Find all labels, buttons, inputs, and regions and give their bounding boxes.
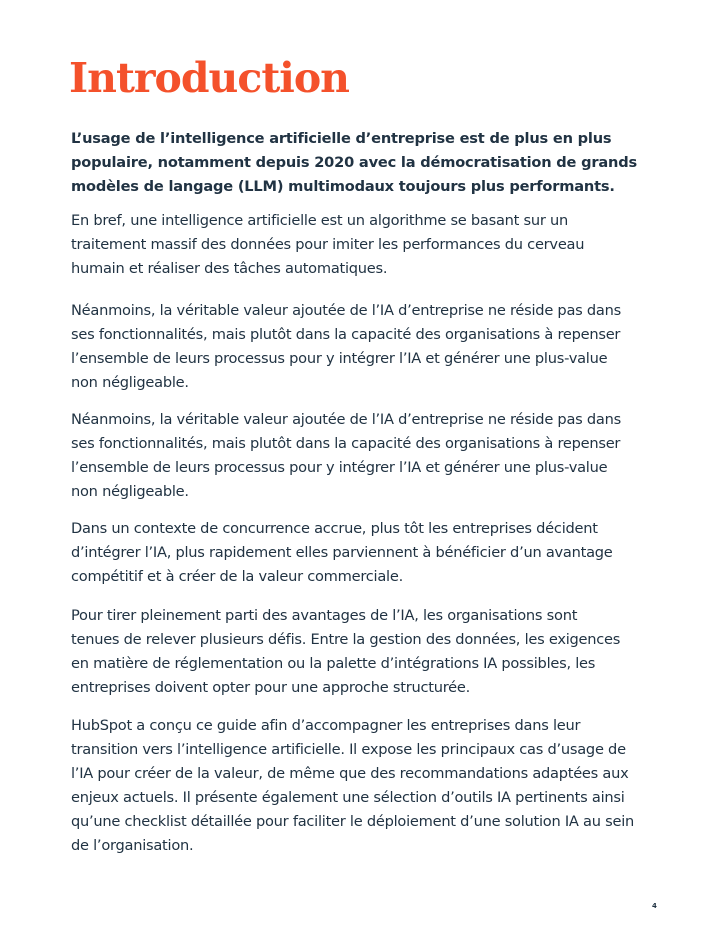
body-paragraph <box>71 517 613 589</box>
text-line: populaire, notamment depuis 2020 avec la démocratisation de grands <box>71 154 637 171</box>
body-paragraph <box>71 604 620 700</box>
text-line: Pour tirer pleinement parti des avantages de l’IA, les organisations sont <box>71 607 578 624</box>
body-paragraph <box>71 408 621 504</box>
body-paragraph <box>71 299 621 395</box>
text-line: non négligeable. <box>71 483 189 500</box>
text-line: modèles de langage (LLM) multimodaux toujours plus performants. <box>71 178 615 195</box>
text-line: entreprises doivent opter pour une approche structurée. <box>71 679 471 696</box>
text-line: d’intégrer l’IA, plus rapidement elles parviennent à bénéficier d’un avantage <box>71 544 613 561</box>
page-number: 4 <box>652 902 657 910</box>
body-paragraph <box>71 714 634 858</box>
text-line: humain et réaliser des tâches automatiques. <box>71 260 388 277</box>
text-line: l’IA pour créer de la valeur, de même que des recommandations adaptées aux <box>71 765 629 782</box>
text-line: l’ensemble de leurs processus pour y intégrer l’IA et générer une plus-value <box>71 459 608 476</box>
text-line: En bref, une intelligence artificielle est un algorithme se basant sur un <box>71 212 569 229</box>
text-line: l’ensemble de leurs processus pour y intégrer l’IA et générer une plus-value <box>71 350 608 367</box>
text-line: enjeux actuels. Il présente également une sélection d’outils IA pertinents ainsi <box>71 789 625 806</box>
text-line: de l’organisation. <box>71 837 194 854</box>
text-line: ses fonctionnalités, mais plutôt dans la capacité des organisations à repenser <box>71 326 621 343</box>
text-line: Dans un contexte de concurrence accrue, plus tôt les entreprises décident <box>71 520 598 537</box>
text-line: Néanmoins, la véritable valeur ajoutée de l’IA d’entreprise ne réside pas dans <box>71 411 621 428</box>
text-line: ses fonctionnalités, mais plutôt dans la capacité des organisations à repenser <box>71 435 621 452</box>
text-line: Néanmoins, la véritable valeur ajoutée de l’IA d’entreprise ne réside pas dans <box>71 302 621 319</box>
body-paragraph <box>71 209 584 281</box>
text-line: traitement massif des données pour imiter les performances du cerveau <box>71 236 585 253</box>
lead-paragraph <box>71 127 637 199</box>
text-line: transition vers l’intelligence artificielle. Il expose les principaux cas d’usage de <box>71 741 626 758</box>
text-line: non négligeable. <box>71 374 189 391</box>
text-line: en matière de réglementation ou la palette d’intégrations IA possibles, les <box>71 655 596 672</box>
text-line: HubSpot a conçu ce guide afin d’accompagner les entreprises dans leur <box>71 717 581 734</box>
text-line: compétitif et à créer de la valeur commerciale. <box>71 568 403 585</box>
page-title: Introduction <box>69 54 349 102</box>
text-line: tenues de relever plusieurs défis. Entre la gestion des données, les exigences <box>71 631 621 648</box>
text-line: L’usage de l’intelligence artificielle d’entreprise est de plus en plus <box>71 130 612 147</box>
text-line: qu’une checklist détaillée pour faciliter le déploiement d’une solution IA au sein <box>71 813 635 830</box>
